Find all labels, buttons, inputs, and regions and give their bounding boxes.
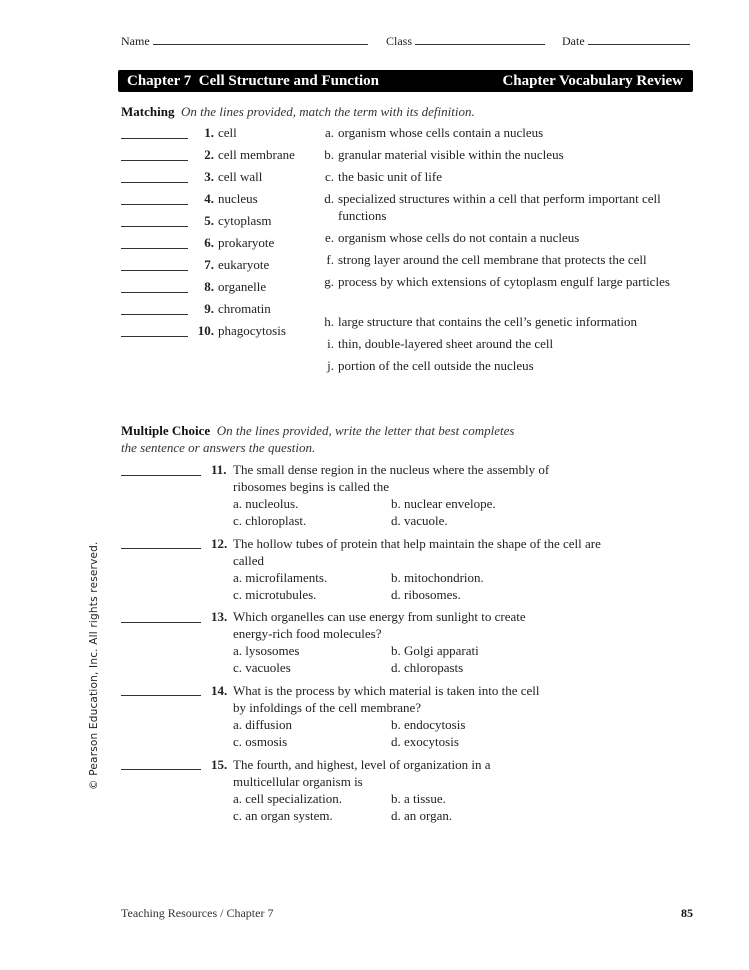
option-c: c. vacuoles xyxy=(233,660,291,675)
term-6: 6. prokaryote xyxy=(204,235,275,250)
question-12 xyxy=(211,535,631,605)
question-stem: The hollow tubes of protein that help maintain the shape of the cell are called xyxy=(233,536,601,568)
answer-line-9[interactable] xyxy=(121,313,188,315)
term-8: 8. organelle xyxy=(204,279,267,294)
definition-f: f. strong layer around the cell membrane that protects the cell xyxy=(326,252,647,267)
option-b: b. nuclear envelope. xyxy=(391,496,496,511)
name-label: Name xyxy=(121,34,150,48)
mc-instructions-2: the sentence or answers the question. xyxy=(121,440,316,455)
mc-instructions-1: On the lines provided, write the letter that best completes xyxy=(216,423,515,438)
definition-e: e. organism whose cells do not contain a nucleus xyxy=(324,230,580,245)
footer-source: Teaching Resources / Chapter 7 xyxy=(121,906,274,920)
question-14 xyxy=(211,682,631,752)
option-d: d. an organ. xyxy=(391,808,453,823)
option-b: b. Golgi apparati xyxy=(391,643,479,658)
matching-instructions: On the lines provided, match the term with its definition. xyxy=(180,104,475,119)
class-field[interactable] xyxy=(386,34,545,49)
class-label: Class xyxy=(386,34,413,48)
chapter-banner xyxy=(118,70,693,92)
mc-heading-cont xyxy=(121,440,315,456)
answer-line-14[interactable] xyxy=(121,694,201,696)
matching-title: Matching xyxy=(121,104,175,119)
option-d: d. chloropasts xyxy=(391,660,464,675)
question-stem: The small dense region in the nucleus where the assembly of ribosomes begins is called the xyxy=(233,462,550,494)
term-2: 2. cell membrane xyxy=(204,147,295,162)
class-line[interactable] xyxy=(415,34,545,45)
date-line[interactable] xyxy=(588,34,690,45)
answer-line-4[interactable] xyxy=(121,203,188,205)
answer-line-3[interactable] xyxy=(121,181,188,183)
mc-heading xyxy=(121,423,514,439)
answer-line-11[interactable] xyxy=(121,474,201,476)
question-stem: The fourth, and highest, level of organization in a multicellular organism is xyxy=(233,757,491,789)
option-a: a. lysosomes xyxy=(233,643,300,658)
option-c: c. an organ system. xyxy=(233,808,333,823)
option-a: a. nucleolus. xyxy=(233,496,299,511)
question-13 xyxy=(211,608,631,678)
name-line[interactable] xyxy=(153,34,368,45)
definition-c: c. the basic unit of life xyxy=(324,169,442,184)
term-10: 10. phagocytosis xyxy=(197,323,286,338)
question-number: 15. xyxy=(211,757,228,772)
option-b: b. mitochondrion. xyxy=(391,570,484,585)
answer-line-8[interactable] xyxy=(121,291,188,293)
page-number: 85 xyxy=(681,906,693,920)
option-a: a. cell specialization. xyxy=(233,791,343,806)
option-c: c. osmosis xyxy=(233,734,288,749)
date-field[interactable] xyxy=(562,34,690,49)
term-4: 4. nucleus xyxy=(204,191,258,206)
copyright-notice: © Pearson Education, Inc. All rights reserved. xyxy=(88,541,100,790)
definition-j: j. portion of the cell outside the nucleus xyxy=(327,358,534,373)
definition-i: i. thin, double-layered sheet around the cell xyxy=(327,336,554,351)
matching-heading xyxy=(121,104,475,120)
answer-line-12[interactable] xyxy=(121,547,201,549)
chapter-title: Chapter 7 Cell Structure and Function xyxy=(127,73,379,89)
option-c: c. microtubules. xyxy=(233,587,317,602)
question-15 xyxy=(211,756,631,826)
date-label: Date xyxy=(562,34,585,48)
option-d: d. exocytosis xyxy=(391,734,459,749)
term-7: 7. eukaryote xyxy=(204,257,270,272)
definition-a: a. organism whose cells contain a nucleus xyxy=(324,125,544,140)
option-c: c. chloroplast. xyxy=(233,513,307,528)
term-1: 1. cell xyxy=(204,125,237,140)
answer-line-10[interactable] xyxy=(121,335,188,337)
section-title: Chapter Vocabulary Review xyxy=(502,73,683,89)
option-a: a. diffusion xyxy=(233,717,292,732)
answer-line-1[interactable] xyxy=(121,137,188,139)
option-a: a. microfilaments. xyxy=(233,570,328,585)
question-number: 14. xyxy=(211,683,228,698)
definition-b: b. granular material visible within the nucleus xyxy=(324,147,564,162)
term-5: 5. cytoplasm xyxy=(204,213,272,228)
definition-g: g. process by which extensions of cytoplasm engulf large particles xyxy=(324,274,670,289)
term-9: 9. chromatin xyxy=(204,301,271,316)
option-d: d. ribosomes. xyxy=(391,587,461,602)
question-stem: What is the process by which material is taken into the cell by infoldings of the cell membrane? xyxy=(233,683,540,715)
answer-line-7[interactable] xyxy=(121,269,188,271)
answer-line-5[interactable] xyxy=(121,225,188,227)
answer-line-2[interactable] xyxy=(121,159,188,161)
name-field[interactable] xyxy=(121,34,368,49)
term-3: 3. cell wall xyxy=(204,169,263,184)
option-b: b. a tissue. xyxy=(391,791,446,806)
question-number: 13. xyxy=(211,609,228,624)
option-d: d. vacuole. xyxy=(391,513,448,528)
mc-title: Multiple Choice xyxy=(121,423,211,438)
answer-line-6[interactable] xyxy=(121,247,188,249)
question-number: 11. xyxy=(211,462,227,477)
question-11 xyxy=(211,461,631,531)
definition-h: h. large structure that contains the cell’s genetic information xyxy=(324,314,638,329)
answer-line-13[interactable] xyxy=(121,621,201,623)
question-stem: Which organelles can use energy from sunlight to create energy-rich food molecules? xyxy=(233,609,526,641)
question-number: 12. xyxy=(211,536,228,551)
answer-line-15[interactable] xyxy=(121,768,201,770)
option-b: b. endocytosis xyxy=(391,717,466,732)
definition-d: d. specialized structures within a cell that perform important cell functions xyxy=(324,191,661,223)
